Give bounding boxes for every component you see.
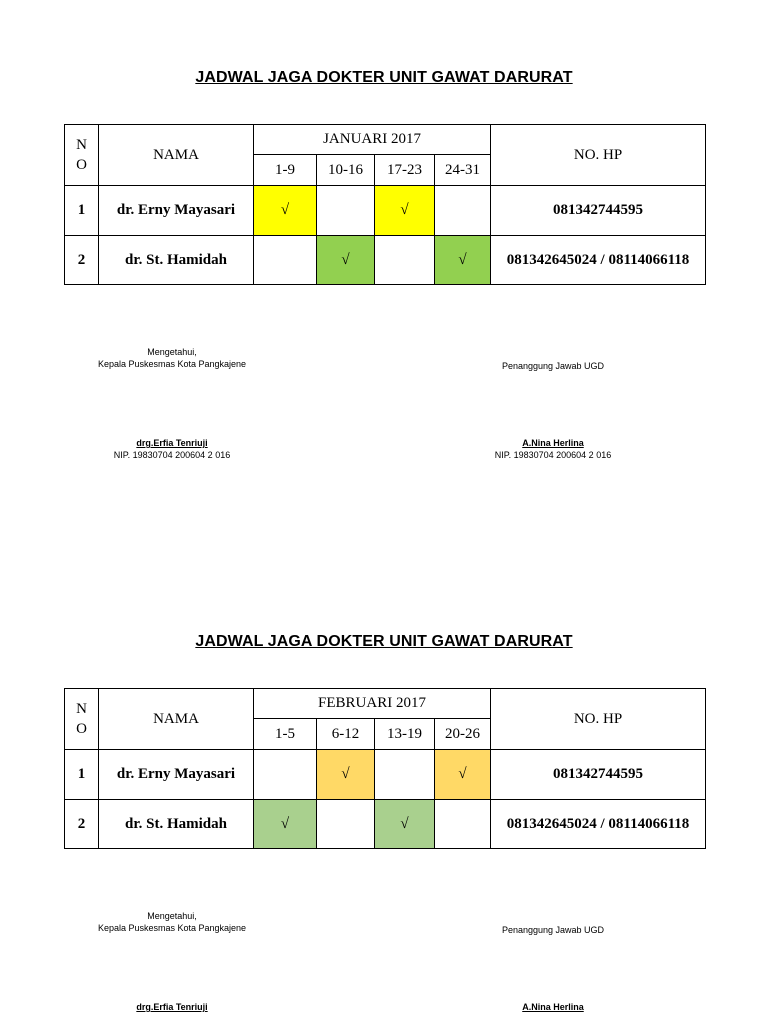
phone-number: 081342645024 / 08114066118 [491,236,706,285]
signature-left-heading [72,346,272,370]
table-row [65,750,706,800]
table-row [65,236,706,285]
week-header: 1-5 [254,719,317,750]
doctor-name: dr. Erny Mayasari [99,750,254,800]
doctor-name: dr. Erny Mayasari [99,186,254,236]
schedule-table-january [64,124,706,285]
signatory-name: A.Nina Herlina [522,438,584,448]
header-name: NAMA [99,689,254,750]
signatory-nip: NIP. 19830704 200604 2 016 [494,450,612,460]
signature-right-block [453,1001,653,1013]
row-number: 2 [65,236,99,285]
duty-mark [317,186,375,236]
doctor-name: dr. St. Hamidah [99,236,254,285]
table-row [65,186,706,236]
schedule-title: JADWAL JAGA DOKTER UNIT GAWAT DARURAT [195,69,573,86]
row-number: 1 [65,186,99,236]
week-header: 1-9 [254,155,317,186]
signatory-title: Penanggung Jawab UGD [501,361,605,371]
signature-left-heading [72,910,272,934]
signatory-nip: NIP. 19830704 200604 2 016 [113,450,231,460]
duty-mark [435,186,491,236]
duty-mark [317,800,375,849]
phone-number: 081342645024 / 08114066118 [491,800,706,849]
duty-mark [375,236,435,285]
week-header: 6-12 [317,719,375,750]
duty-mark: √ [435,236,491,285]
table-row [65,800,706,849]
signatory-name: drg.Erfia Tenriuji [136,1002,208,1012]
signature-left-block [72,437,272,461]
duty-mark [375,750,435,800]
schedule-title: JADWAL JAGA DOKTER UNIT GAWAT DARURAT [195,633,573,650]
signatory-name: A.Nina Herlina [522,1002,584,1012]
phone-number: 081342744595 [491,750,706,800]
duty-mark [435,800,491,849]
phone-number: 081342744595 [491,186,706,236]
duty-mark: √ [254,800,317,849]
header-name: NAMA [99,125,254,186]
header-month: FEBRUARI 2017 [254,689,491,719]
header-month: JANUARI 2017 [254,125,491,155]
acknowledged-label: Mengetahui, [147,911,197,921]
header-phone: NO. HP [491,689,706,750]
signatory-title: Kepala Puskesmas Kota Pangkajene [97,359,247,369]
week-header: 24-31 [435,155,491,186]
week-header: 10-16 [317,155,375,186]
duty-mark: √ [317,750,375,800]
duty-mark: √ [375,800,435,849]
duty-mark: √ [435,750,491,800]
week-header: 13-19 [375,719,435,750]
header-no: N O [65,125,99,186]
row-number: 1 [65,750,99,800]
week-header: 20-26 [435,719,491,750]
signatory-name: drg.Erfia Tenriuji [136,438,208,448]
header-phone: NO. HP [491,125,706,186]
doctor-name: dr. St. Hamidah [99,800,254,849]
week-header: 17-23 [375,155,435,186]
signature-right-heading [453,924,653,936]
header-no: N O [65,689,99,750]
duty-mark: √ [375,186,435,236]
acknowledged-label: Mengetahui, [147,347,197,357]
duty-mark [254,236,317,285]
signature-right-heading [453,360,653,372]
duty-mark: √ [317,236,375,285]
schedule-table-february [64,688,706,849]
signature-left-block [72,1001,272,1013]
signatory-title: Kepala Puskesmas Kota Pangkajene [97,923,247,933]
signature-right-block [453,437,653,461]
row-number: 2 [65,800,99,849]
signatory-title: Penanggung Jawab UGD [501,925,605,935]
duty-mark [254,750,317,800]
duty-mark: √ [254,186,317,236]
